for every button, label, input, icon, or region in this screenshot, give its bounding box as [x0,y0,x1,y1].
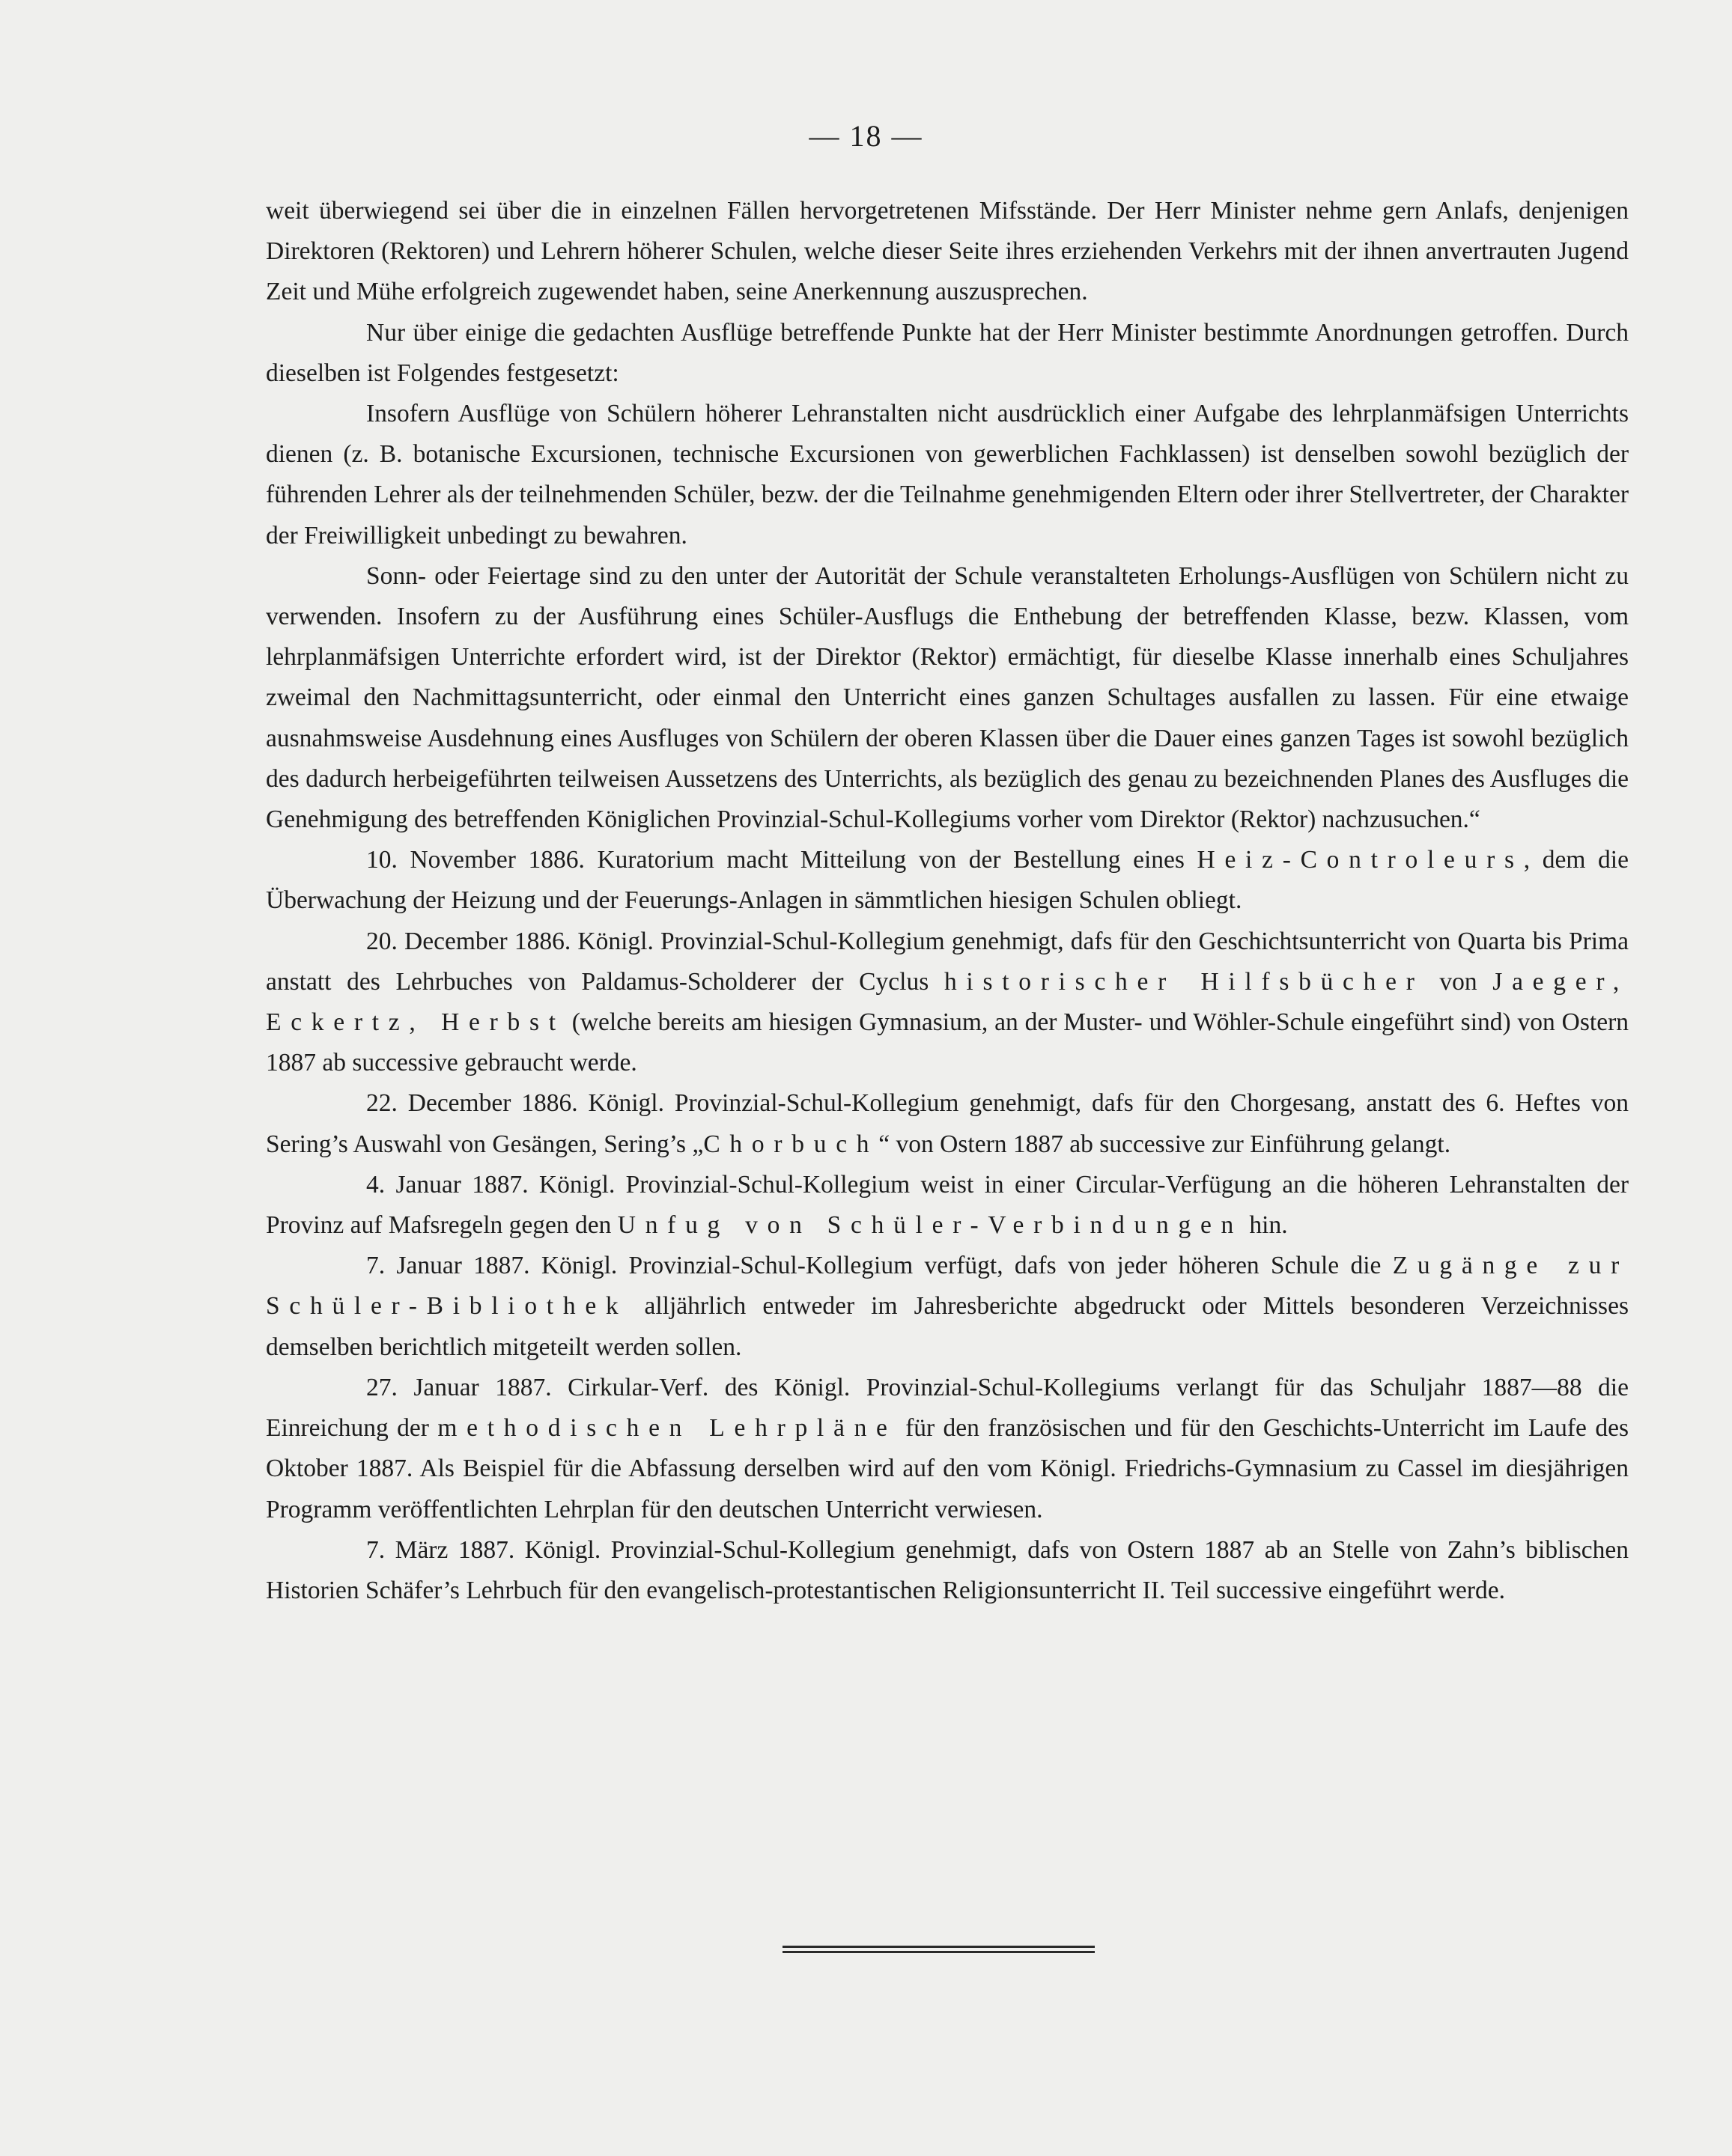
end-double-rule [783,1946,1095,1953]
entry-text: 22. December 1886. Königl. Provinzial-Schul-Kollegium genehmigt, dafs für den Chorgesang, anstatt des 6. Heftes von Sering’s Auswahl von Gesängen, Sering’s „ [266,1089,1629,1158]
spaced-emphasis: methodischen Lehrpläne [437,1414,897,1443]
entry-text: “ von Ostern 1887 ab successive zur Einführung gelangt. [878,1130,1451,1158]
spaced-emphasis: Unfug von Schüler-Verbindungen [617,1211,1244,1240]
spaced-emphasis: Chorbuch [703,1130,879,1158]
spaced-emphasis: Heiz-Controleurs [1197,846,1524,874]
entry-text: 7. Januar 1887. Königl. Provinzial-Schul-Kollegium verfügt, dafs von jeder höheren Schule die [366,1252,1393,1280]
paragraph-4: Sonn- oder Feiertage sind zu den unter der Autorität der Schule veranstalteten Erholungs-Ausflügen von Schülern nicht zu verwenden. Insofern zu der Ausführung eines Schüler-Ausflugs die Enthebung der betreffenden Klasse, bezw. Klassen, vom lehrplanmäfsigen Unterrichte erfordert wird, ist der Direktor (Rektor) ermächtigt, für dieselbe Klasse innerhalb eines Schuljahres zweimal den Nachmittagsunterricht, oder einmal den Unterricht eines ganzen Schultages ausfallen zu lassen. Für eine etwaige ausnahmsweise Ausdehnung eines Ausfluges von Schülern der oberen Klassen über die Dauer eines ganzen Tages ist sowohl bezüglich des dadurch herbeigeführten teilweisen Aussetzens des Unterrichts, als bezüglich des genau zu bezeichnenden Planes des Ausfluges die Genehmigung des betreffenden Königlichen Provinzial-Schul-Kollegiums vorher vom Direktor (Rektor) nachzusuchen.“ [266,561,1629,834]
entry-text: für den französischen und für den Geschichts-Unterricht im Laufe des Oktober 1887. Als Beispiel für die Abfassung derselben wird auf den vom Königl. Friedrichs-Gymnasium zu Cassel im diesjährigen Programm veröffentlichten Lehrplan für den deutschen Unterricht verwiesen. [266,1414,1629,1523]
page-number: — 18 — [809,119,923,153]
entry-10-november-1886 [266,840,1629,921]
entry-text: 10. November 1886. Kuratorium macht Mitteilung von der Bestellung eines [366,846,1197,874]
spaced-emphasis: Jaeger, Eckertz, Herbst [266,967,1629,1037]
paragraph-3: Insofern Ausflüge von Schülern höherer Lehranstalten nicht ausdrücklich einer Aufgabe des lehrplanmäfsigen Unterrichts dienen (z. B. botanische Excursionen, technische Excursionen von gewerblichen Fachklassen) ist denselben sowohl bezüglich der führenden Lehrer als der teilnehmenden Schüler, bezw. der die Teilnahme genehmigenden Eltern oder ihrer Stellvertreter, der Charakter der Freiwilligkeit unbedingt zu bewahren. [266,400,1629,549]
paragraph-2: Nur über einige die gedachten Ausflüge betreffende Punkte hat der Herr Minister bestimmte Anordnungen getroffen. Durch dieselben ist Folgendes festgesetzt: [266,318,1629,387]
paragraph-1: weit überwiegend sei über die in einzelnen Fällen hervorgetretenen Mifsstände. Der Herr Minister nehme gern Anlafs, denjenigen Direktoren (Rektoren) und Lehrern höherer Schulen, welche dieser Seite ihres erziehenden Verkehrs mit der ihnen anvertrauten Jugend Zeit und Mühe erfolgreich zugewendet haben, seine Anerkennung auszusprechen. [266,197,1629,306]
entry-4-januar-1887 [266,1165,1629,1246]
entry-text: , dem die Überwachung der Heizung und der Feuerungs-Anlagen in sämmtlichen hiesigen Schulen obliegt. [266,846,1629,915]
entry-text: 27. Januar 1887. Cirkular-Verf. des Königl. Provinzial-Schul-Kollegiums verlangt für das Schuljahr 1887—88 die Einreichung der [266,1373,1629,1443]
body-text [266,191,1629,1611]
entry-7-maerz-1887: 7. März 1887. Königl. Provinzial-Schul-Kollegium genehmigt, dafs von Ostern 1887 ab an Stelle von Zahn’s biblischen Historien Schäfer’s Lehrbuch für den evangelisch-protestantischen Religionsunterricht II. Teil successive eingeführt werde. [266,1535,1629,1604]
entry-text: alljährlich entweder im Jahresberichte abgedruckt oder Mittels besonderen Verzeichnisses demselben berichtlich mitgeteilt werden sollen. [266,1292,1629,1361]
entry-text: 20. December 1886. Königl. Provinzial-Schul-Kollegium genehmigt, dafs für den Geschichtsunterricht von Quarta bis Prima anstatt des Lehrbuches von Paldamus-Scholderer der Cyclus [266,927,1629,996]
entry-20-december-1886 [266,922,1629,1084]
entry-27-januar-1887 [266,1368,1629,1530]
entry-text: 4. Januar 1887. Königl. Provinzial-Schul-Kollegium weist in einer Circular-Verfügung an die höheren Lehranstalten der Provinz auf Mafsregeln gegen den [266,1170,1629,1240]
spaced-emphasis: historischer Hilfsbücher [944,967,1424,996]
entry-text: von [1423,967,1493,996]
entry-22-december-1886 [266,1083,1629,1164]
entry-7-januar-1887 [266,1246,1629,1368]
entry-text: (welche bereits am hiesigen Gymnasium, an der Muster- und Wöhler-Schule eingeführt sind) von Ostern 1887 ab successive gebraucht werde. [266,1008,1629,1077]
spaced-emphasis: Zugänge zur Schüler-Bibliothek [266,1252,1629,1321]
entry-text: hin. [1243,1211,1288,1240]
